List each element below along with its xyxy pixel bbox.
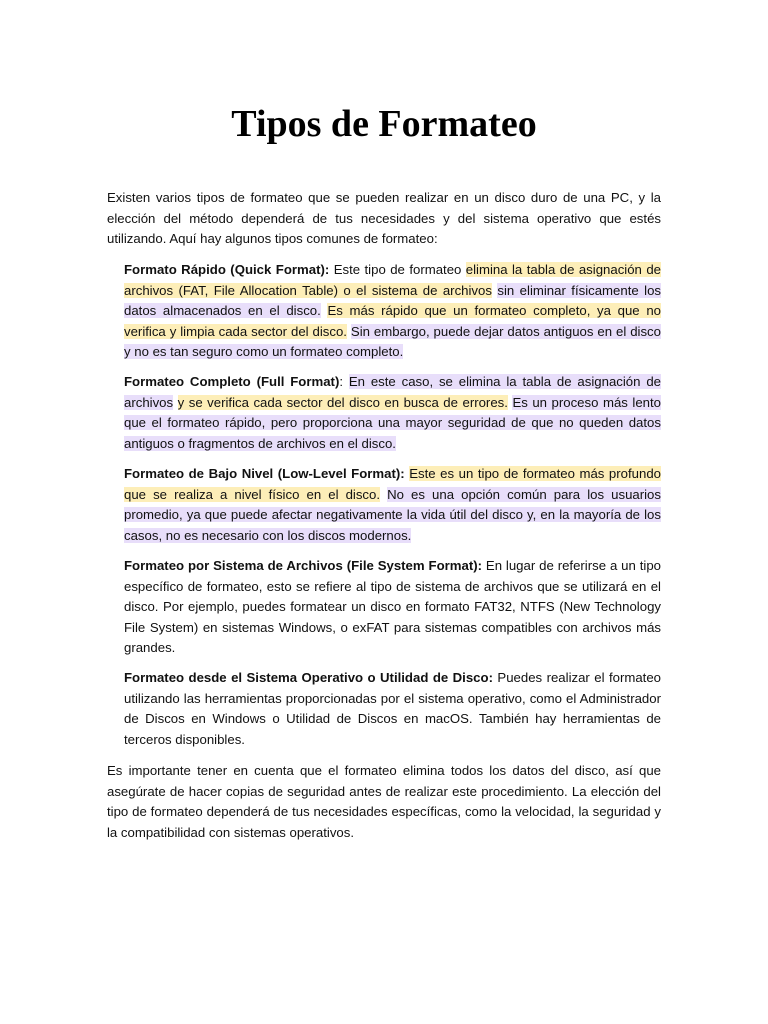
item-text: : (339, 374, 349, 389)
intro-paragraph: Existen varios tipos de formateo que se pueden realizar en un disco duro de una PC, y la elección del método dependerá de tus necesidades y del sistema operativo que estés utilizando. Aquí hay algunos tipos comunes de formateo: (107, 190, 661, 247)
highlight-yellow: elimina la tabla de asignación de archivos (FAT, File Allocation Table) o el sistema de archivos (124, 262, 661, 298)
list-item-low-level-format (124, 464, 661, 546)
closing-paragraph: Es importante tener en cuenta que el formateo elimina todos los datos del disco, así que asegúrate de hacer copias de seguridad antes de realizar este procedimiento. La elección del tipo de formateo dependerá de tus necesidades específicas, como la velocidad, la seguridad y la compatibilidad con sistemas operativos. (107, 763, 661, 840)
item-text: Este tipo de formateo (329, 262, 466, 277)
highlight-yellow: y se verifica cada sector del disco en busca de errores. (177, 394, 508, 410)
list-item-full-format (124, 372, 661, 454)
item-text: En lugar de referirse a un tipo específico de formateo, esto se refiere al tipo de sistema de archivos que se utilizará en el disco. Por ejemplo, puedes formatear un disco en formato FAT32, NTFS (New Technology File System) en sistemas Windows, o exFAT para sistemas compatibles con archivos más grandes. (124, 558, 662, 656)
list-item-file-system-format (124, 556, 661, 659)
list-item-os-utility-format (124, 668, 661, 750)
page-title: Tipos de Formateo (231, 103, 537, 145)
highlight-purple: No es una opción común para los usuarios promedio, ya que puede afectar negativamente la vida útil del disco y, en la mayoría de los casos, no es necesario con los discos modernos. (124, 486, 661, 543)
highlight-purple: Sin embargo, puede dejar datos antiguos en el disco y no es tan seguro como un formateo completo. (124, 323, 661, 360)
term-label: Formateo por Sistema de Archivos (File System Format): (124, 558, 482, 573)
term-label: Formateo de Bajo Nivel (Low-Level Format): (124, 466, 405, 481)
item-text: Puedes realizar el formateo utilizando las herramientas proporcionadas por el sistema operativo, como el Administrador de Discos en Windows o Utilidad de Discos en macOS. También hay herramientas de terceros disponibles. (124, 670, 662, 747)
term-label: Formato Rápido (Quick Format): (124, 262, 330, 277)
highlight-purple: En este caso, se elimina la tabla de asignación de archivos (124, 374, 661, 410)
item-text (173, 395, 178, 410)
list-item-quick-format (124, 260, 661, 363)
highlight-yellow: Es más rápido que un formateo completo, ya que no verifica y limpia cada sector del disco. (124, 303, 661, 339)
term-label: Formateo desde el Sistema Operativo o Utilidad de Disco: (124, 670, 493, 685)
highlight-purple: sin eliminar físicamente los datos almacenados en el disco. (124, 282, 661, 319)
highlight-purple: Es un proceso más lento que el formateo rápido, pero proporciona una mayor seguridad de que no queden datos antiguos o fragmentos de archivos en el disco. (124, 394, 661, 451)
highlight-yellow: Este es un tipo de formateo más profundo que se realiza a nivel físico en el disco. (124, 466, 661, 502)
term-label: Formateo Completo (Full Format) (124, 374, 340, 389)
